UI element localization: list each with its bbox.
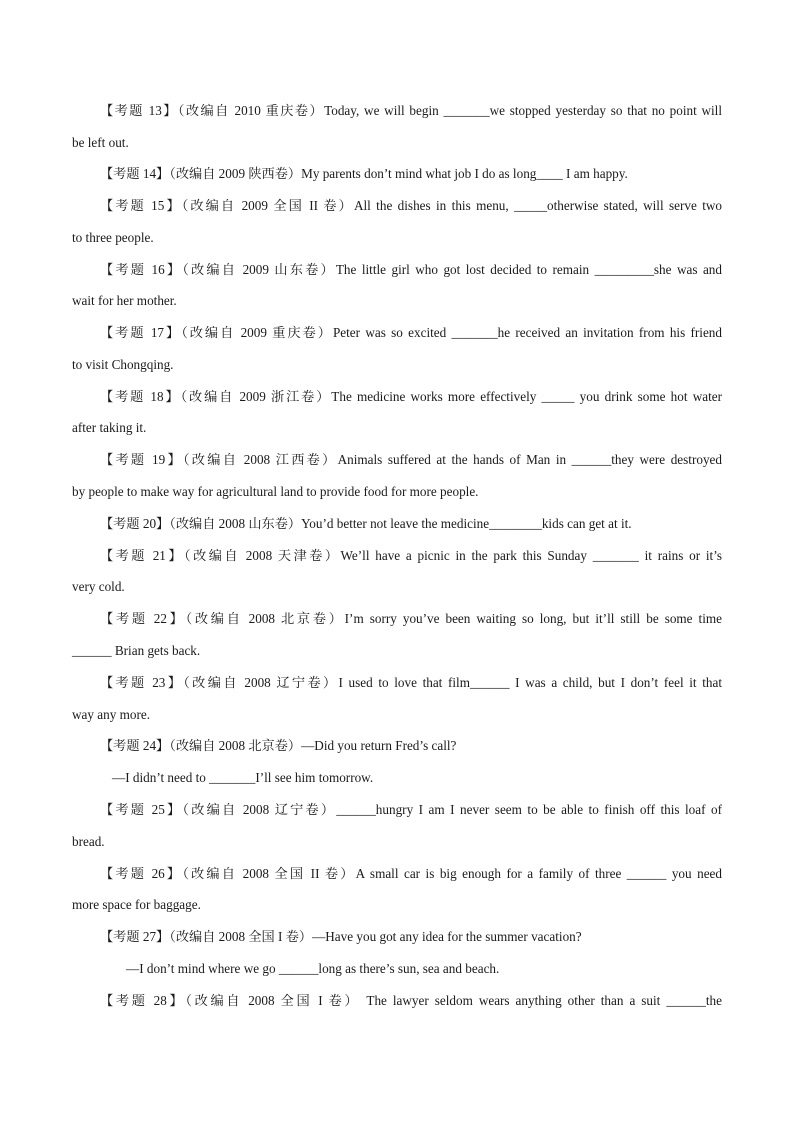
question-15-line-2: to three people. bbox=[72, 230, 154, 245]
question-26-line-1: 【考题 26】（改编自 2008 全国 II 卷）A small car is big enough for a family of three ______ you need bbox=[100, 866, 722, 881]
question-21-line-2: very cold. bbox=[72, 579, 125, 594]
question-25-line-1: 【考题 25】（改编自 2008 辽宁卷）______hungry I am I never seem to be able to finish off this loaf of bbox=[100, 802, 722, 817]
question-14-line-1: 【考题 14】（改编自 2009 陕西卷）My parents don’t mind what job I do as long____ I am happy. bbox=[100, 166, 628, 181]
question-18-line-2: after taking it. bbox=[72, 420, 147, 435]
question-23-line-2: way any more. bbox=[72, 707, 150, 722]
question-27-line-2: —I don’t mind where we go ______long as there’s sun, sea and beach. bbox=[126, 961, 500, 976]
question-25-line-2: bread. bbox=[72, 834, 105, 849]
question-13-line-2: be left out. bbox=[72, 135, 129, 150]
question-28-line-1: 【考题 28】（改编自 2008 全国 I 卷） The lawyer seldom wears anything other than a suit ______the bbox=[100, 993, 722, 1008]
question-17-line-2: to visit Chongqing. bbox=[72, 357, 174, 372]
question-26-line-2: more space for baggage. bbox=[72, 897, 201, 912]
question-17-line-1: 【考题 17】（改编自 2009 重庆卷）Peter was so excited _______he received an invitation from his friend bbox=[100, 325, 722, 340]
question-21-line-1: 【考题 21】（改编自 2008 天津卷）We’ll have a picnic in the park this Sunday _______ it rains or it’s bbox=[100, 548, 722, 563]
question-24-line-2: —I didn’t need to _______I’ll see him tomorrow. bbox=[112, 770, 374, 785]
question-22-line-2: ______ Brian gets back. bbox=[72, 643, 201, 658]
question-15-line-1: 【考题 15】（改编自 2009 全国 II 卷）All the dishes in this menu, _____otherwise stated, will serve two bbox=[100, 198, 722, 213]
question-23-line-1: 【考题 23】（改编自 2008 辽宁卷）I used to love that film______ I was a child, but I don’t feel it that bbox=[100, 675, 722, 690]
question-19-line-1: 【考题 19】（改编自 2008 江西卷）Animals suffered at the hands of Man in ______they were destroyed bbox=[100, 452, 722, 467]
question-18-line-1: 【考题 18】（改编自 2009 浙江卷）The medicine works more effectively _____ you drink some hot water bbox=[100, 389, 722, 404]
question-24-line-1: 【考题 24】（改编自 2008 北京卷）—Did you return Fred’s call? bbox=[100, 738, 457, 753]
question-13-line-1: 【考题 13】（改编自 2010 重庆卷）Today, we will begin _______we stopped yesterday so that no point will bbox=[100, 103, 722, 118]
question-20-line-1: 【考题 20】（改编自 2008 山东卷）You’d better not leave the medicine________kids can get at it. bbox=[100, 516, 632, 531]
question-27-line-1: 【考题 27】（改编自 2008 全国 I 卷）—Have you got any idea for the summer vacation? bbox=[100, 929, 582, 944]
question-16-line-2: wait for her mother. bbox=[72, 293, 177, 308]
question-19-line-2: by people to make way for agricultural land to provide food for more people. bbox=[72, 484, 479, 499]
question-22-line-1: 【考题 22】（改编自 2008 北京卷）I’m sorry you’ve been waiting so long, but it’ll still be some time bbox=[100, 611, 722, 626]
question-16-line-1: 【考题 16】（改编自 2009 山东卷）The little girl who got lost decided to remain _________she was and bbox=[100, 262, 722, 277]
